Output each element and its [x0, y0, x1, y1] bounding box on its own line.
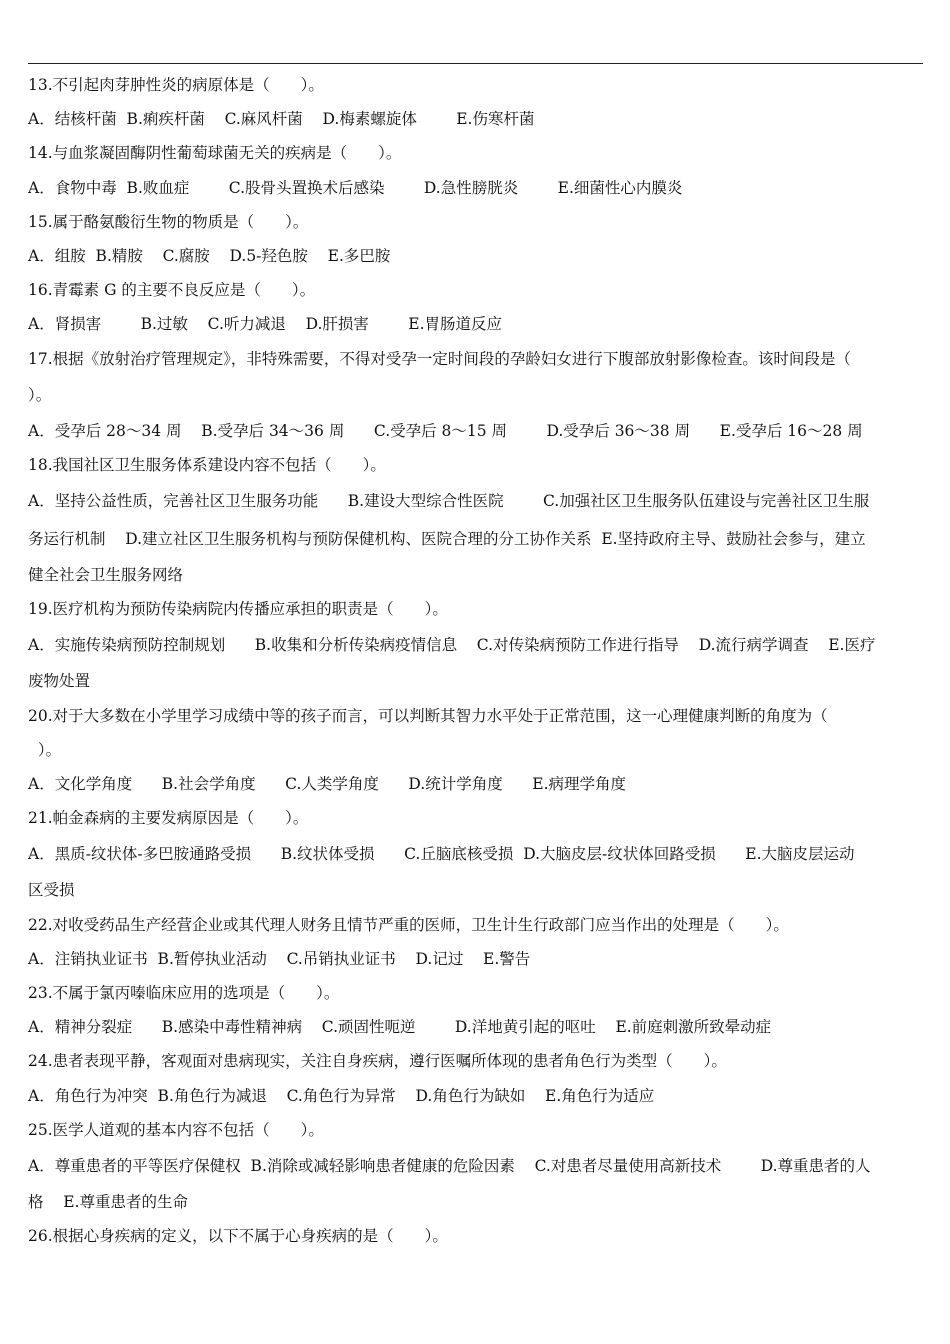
header-rule [28, 63, 923, 64]
question-13-stem: 13.不引起肉芽肿性炎的病原体是（ ）。 [28, 76, 324, 94]
question-23-stem: 23.不属于氯丙嗪临床应用的选项是（ ）。 [28, 983, 340, 1002]
question-17-stem: 17.根据《放射治疗管理规定》，非特殊需要，不得对受孕一定时间段的孕龄妇女进行下腹部放射影像检查。该时间段是（ [28, 349, 851, 368]
question-22-options: A．注销执业证书 B.暂停执业活动 C.吊销执业证书 D.记过 E.警告 [28, 949, 531, 968]
question-16-options: A．肾损害 B.过敏 C.听力减退 D.肝损害 E.胃肠道反应 [28, 315, 503, 334]
question-19-stem: 19.医疗机构为预防传染病院内传播应承担的职责是（ ）。 [28, 600, 448, 619]
question-20-stem: 20.对于大多数在小学里学习成绩中等的孩子而言，可以判断其智力水平处于正常范围，这一心理健康判断的角度为（ [28, 706, 828, 725]
question-18-options-cont2: 健全社会卫生服务网络 [28, 566, 184, 585]
question-18-stem: 18.我国社区卫生服务体系建设内容不包括（ ）。 [28, 455, 386, 474]
question-25-stem: 25.医学人道观的基本内容不包括（ ）。 [28, 1120, 324, 1139]
document-body [28, 68, 923, 1253]
question-18-options-cont: 务运行机制 D.建立社区卫生服务机构与预防保健机构、医院合理的分工协作关系 E.坚持政府主导、鼓励社会参与，建立 [28, 530, 866, 549]
question-14-options: A．食物中毒 B.败血症 C.股骨头置换术后感染 D.急性膀胱炎 E.细菌性心内膜炎 [28, 178, 683, 197]
question-25-options: A．尊重患者的平等医疗保健权 B.消除或减轻影响患者健康的危险因素 C.对患者尽量使用高新技术 D.尊重患者的人 [28, 1156, 871, 1175]
question-23-options: A．精神分裂症 B.感染中毒性精神病 C.顽固性呃逆 D.洋地黄引起的呕吐 E.前庭刺激所致晕动症 [28, 1018, 772, 1037]
question-20-options: A．文化学角度 B.社会学角度 C.人类学角度 D.统计学角度 E.病理学角度 [28, 775, 627, 793]
question-16-stem: 16.青霉素 G 的主要不良反应是（ ）。 [28, 281, 316, 300]
question-13-options: A．结核杆菌 B.痢疾杆菌 C.麻风杆菌 D.梅素螺旋体 E.伤寒杆菌 [28, 110, 535, 129]
question-15-options: A．组胺 B.精胺 C.腐胺 D.5-羟色胺 E.多巴胺 [28, 246, 391, 265]
question-22-stem: 22.对收受药品生产经营企业或其代理人财务且情节严重的医师，卫生计生行政部门应当作出的处理是（ ）。 [28, 915, 789, 934]
question-20-stem-cont: ）。 [28, 740, 62, 759]
question-19-options: A．实施传染病预防控制规划 B.收集和分析传染病疫情信息 C.对传染病预防工作进行指导 D.流行病学调查 E.医疗 [28, 636, 876, 655]
question-18-options: A．坚持公益性质，完善社区卫生服务功能 B.建设大型综合性医院 C.加强社区卫生服务队伍建设与完善社区卫生服 [28, 492, 870, 511]
question-21-options: A．黑质-纹状体-多巴胺通路受损 B.纹状体受损 C.丘脑底核受损 D.大脑皮层-纹状体回路受损 E.大脑皮层运动 [28, 845, 855, 864]
question-24-stem: 24.患者表现平静，客观面对患病现实，关注自身疾病，遵行医嘱所体现的患者角色行为类型（ ）。 [28, 1052, 727, 1071]
question-26-stem: 26.根据心身疾病的定义，以下不属于心身疾病的是（ ）。 [28, 1227, 448, 1246]
question-17-options: A．受孕后 28～34 周 B.受孕后 34～36 周 C.受孕后 8～15 周 D.受孕后 36～38 周 E.受孕后 16～28 周 [28, 421, 863, 440]
question-14-stem: 14.与血浆凝固酶阴性葡萄球菌无关的疾病是（ ）。 [28, 144, 402, 163]
question-24-options: A．角色行为冲突 B.角色行为减退 C.角色行为异常 D.角色行为缺如 E.角色行为适应 [28, 1086, 655, 1105]
question-15-stem: 15.属于酪氨酸衍生物的物质是（ ）。 [28, 212, 309, 231]
question-21-stem: 21.帕金森病的主要发病原因是（ ）。 [28, 809, 309, 828]
question-25-options-cont: 格 E.尊重患者的生命 [28, 1192, 188, 1211]
question-19-options-cont: 废物处置 [28, 672, 91, 691]
question-17-stem-cont: ）。 [28, 385, 52, 404]
question-21-options-cont: 区受损 [28, 881, 75, 900]
